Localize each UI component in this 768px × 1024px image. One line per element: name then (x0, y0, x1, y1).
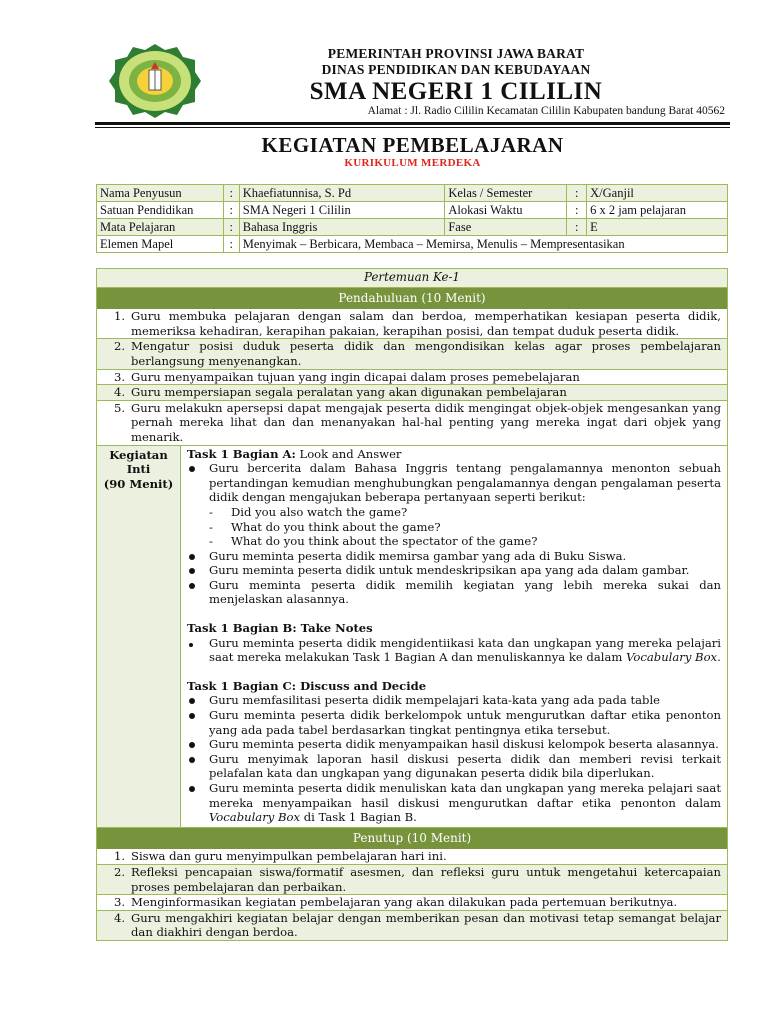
item-text: Guru meminta peserta didik memilih kegiatan yang lebih mereka sukai dan menjelaskan alasannya. (209, 577, 721, 607)
question-text: Did you also watch the game? (231, 504, 408, 519)
item-number: 4. (113, 385, 125, 400)
task-a-label: Task 1 Bagian A: (187, 446, 296, 461)
info-colon: : (223, 236, 239, 253)
info-label: Nama Penyusun (97, 185, 224, 202)
letterhead-rule-thin (95, 127, 730, 128)
item-text: Mengatur posisi duduk peserta didik dan mengondisikan kelas agar proses pembelajaran berlangsung menyenangkan. (131, 339, 721, 368)
bullet-icon (189, 554, 195, 560)
activity-table (96, 268, 728, 941)
inti-label-line: (90 Menit) (103, 476, 174, 491)
info-row (97, 236, 728, 253)
document-title: KEGIATAN PEMBELAJARAN (261, 133, 564, 157)
item-text: Guru bercerita dalam Bahasa Inggris tentang pengalamannya menonton sebuah pertandingan kemudian menghubungkan pengalamannya dengan pengalaman peserta didik dengan mengajukan beberapa pertanyaan seperti berikut: (209, 461, 721, 505)
task-a-title (187, 447, 721, 462)
list-item (187, 737, 721, 752)
bullet-icon (189, 713, 195, 719)
info-label: Fase (445, 219, 567, 236)
list-item (97, 339, 727, 369)
document-subtitle: KURIKULUM MERDEKA (344, 157, 481, 169)
info-row (97, 219, 728, 236)
item-number: 3. (113, 895, 125, 910)
info-colon: : (567, 219, 587, 236)
kegiatan-inti-label (97, 446, 181, 827)
info-value: X/Ganjil (587, 185, 728, 202)
item-text: Guru mengakhiri kegiatan belajar dengan memberikan pesan dan motivasi tetap semangat belajar dan diakhiri dengan berdoa. (131, 910, 721, 940)
dash-mark: - (209, 519, 213, 534)
list-item (187, 693, 721, 708)
bullet-icon (189, 757, 195, 763)
list-item (187, 636, 721, 665)
item-text: Guru meminta peserta didik menyampaikan hasil diskusi kelompok beserta alasannya. (209, 737, 719, 752)
bullet-icon (189, 698, 195, 704)
list-item (97, 385, 727, 401)
list-item (187, 708, 721, 737)
info-label: Alokasi Waktu (445, 202, 567, 219)
list-item (187, 781, 721, 825)
letterhead-rule-thick (95, 122, 730, 125)
gov-line: PEMERINTAH PROVINSI JAWA BARAT (327, 46, 585, 61)
item-text: Guru membuka pelajaran dengan salam dan berdoa, memperhatikan kesiapan peserta didik, memeriksa kehadiran, kerapihan pakaian, kerapihan posisi, dan tempat duduk peserta didik. (131, 309, 721, 338)
list-item (187, 549, 721, 564)
info-value: Bahasa Inggris (239, 219, 445, 236)
item-number: 1. (113, 849, 125, 864)
item-text: Menginformasikan kegiatan pembelajaran yang akan dilakukan pada pertemuan berikutnya. (131, 895, 678, 910)
info-value: Menyimak – Berbicara, Membaca – Memirsa, Menulis – Mempresentasikan (239, 236, 727, 253)
bullet-icon (189, 786, 195, 792)
dept-line: DINAS PENDIDIKAN DAN KEBUDAYAAN (321, 62, 591, 77)
list-item (187, 578, 721, 607)
item-number: 2. (113, 339, 125, 354)
bullet-icon (189, 568, 195, 574)
letterhead (95, 40, 735, 126)
info-colon: : (223, 202, 239, 219)
info-value: SMA Negeri 1 Cililin (239, 202, 445, 219)
item-text: Siswa dan guru menyimpulkan pembelajaran hari ini. (131, 849, 447, 864)
info-value: E (587, 219, 728, 236)
info-row (97, 185, 728, 202)
item-text: Guru meminta peserta didik memirsa gambar yang ada di Buku Siswa. (209, 548, 627, 563)
list-item (97, 309, 727, 339)
list-item (97, 401, 727, 446)
inti-label-line: Kegiatan (109, 447, 168, 462)
school-name: SMA NEGERI 1 CILILIN (309, 78, 603, 105)
list-item (187, 563, 721, 578)
info-label: Kelas / Semester (445, 185, 567, 202)
item-number: 3. (113, 369, 125, 384)
kegiatan-inti-content (181, 446, 727, 827)
task-b-title: Task 1 Bagian B: Take Notes (187, 621, 373, 636)
item-text: Guru meminta peserta didik berkelompok untuk mengurutkan daftar etika penonton yang ada pada tabel berdasarkan tingkat pentingnya etika tersebut. (209, 708, 721, 737)
item-number: 5. (113, 400, 125, 415)
school-logo-icon (107, 42, 203, 120)
meeting-heading: Pertemuan Ke-1 (97, 269, 727, 288)
bullet-icon (189, 466, 195, 472)
item-text: Guru mempersiapan segala peralatan yang akan digunakan pembelajaran (131, 385, 567, 400)
section-header-penutup: Penutup (10 Menit) (97, 828, 727, 850)
dash-mark: - (209, 504, 213, 519)
inti-label-line: Inti (126, 462, 151, 477)
kegiatan-inti-section (97, 446, 727, 828)
bullet-icon (189, 742, 195, 748)
school-address: Alamat : Jl. Radio Cililin Kecamatan Cililin Kabupaten bandung Barat 40562 (367, 105, 725, 117)
dash-mark: - (209, 534, 213, 549)
list-item (97, 911, 727, 940)
item-text: Guru meminta peserta didik mengidentiikasi kata dan ungkapan yang mereka pelajari saat mereka melakukan Task 1 Bagian A dan menuliskannya ke dalam Vocabulary Box. (209, 635, 721, 665)
question-item (187, 505, 721, 520)
question-text: What do you think about the game? (231, 519, 441, 534)
item-number: 2. (113, 864, 125, 879)
item-number: 1. (113, 309, 125, 324)
info-table (96, 184, 728, 253)
task-a-subtitle: Look and Answer (295, 446, 402, 461)
info-value: 6 x 2 jam pelajaran (587, 202, 728, 219)
info-colon: : (223, 185, 239, 202)
item-text: Refleksi pencapaian siswa/formatif asesmen, dan refleksi guru untuk mengetahui ketercapaian proses pembelajaran dan perbaikan. (131, 864, 721, 894)
item-text: Guru menyampaikan tujuan yang ingin dicapai dalam proses pemebelajaran (131, 369, 580, 384)
bullet-icon (189, 583, 195, 589)
question-text: What do you think about the spectator of the game? (231, 534, 538, 549)
info-colon: : (223, 219, 239, 236)
item-number: 4. (113, 910, 125, 925)
list-item (97, 865, 727, 895)
list-item (187, 752, 721, 781)
info-row (97, 202, 728, 219)
list-item (97, 849, 727, 865)
info-label: Elemen Mapel (97, 236, 224, 253)
list-item (97, 895, 727, 911)
info-label: Satuan Pendidikan (97, 202, 224, 219)
item-text: Guru melakukn apersepsi dapat mengajak peserta didik mengingat objek-objek mengesankan yang pernah mereka lihat dan dan menanyakan hal-hal penting yang mereka ingat dari objek yang menarik. (131, 400, 721, 444)
item-text: Guru meminta peserta didik menuliskan kata dan ungkapan yang mereka pelajari saat mereka menyampaikan hasil diskusi mengurutkan daftar etika penonton dalam Vocabulary Box di Task 1 Bagian B. (209, 781, 721, 825)
item-text: Guru memfasilitasi peserta didik mempelajari kata-kata yang ada pada table (209, 693, 661, 708)
question-item (187, 534, 721, 549)
info-colon: : (567, 185, 587, 202)
list-item (97, 370, 727, 386)
task-c-title: Task 1 Bagian C: Discuss and Decide (187, 678, 427, 693)
section-header-pendahuluan: Pendahuluan (10 Menit) (97, 288, 727, 310)
info-colon: : (567, 202, 587, 219)
item-text: Guru meminta peserta didik untuk mendeskripsikan apa yang ada dalam gambar. (209, 563, 690, 578)
bullet-icon (189, 643, 193, 647)
info-value: Khaefiatunnisa, S. Pd (239, 185, 445, 202)
info-label: Mata Pelajaran (97, 219, 224, 236)
question-item (187, 520, 721, 535)
item-text: Guru menyimak laporan hasil diskusi peserta didik dan memberi revisi terkait pelafalan kata dan ungkapan yang digunakan peserta didik bila diperlukan. (209, 751, 721, 781)
list-item (187, 461, 721, 505)
